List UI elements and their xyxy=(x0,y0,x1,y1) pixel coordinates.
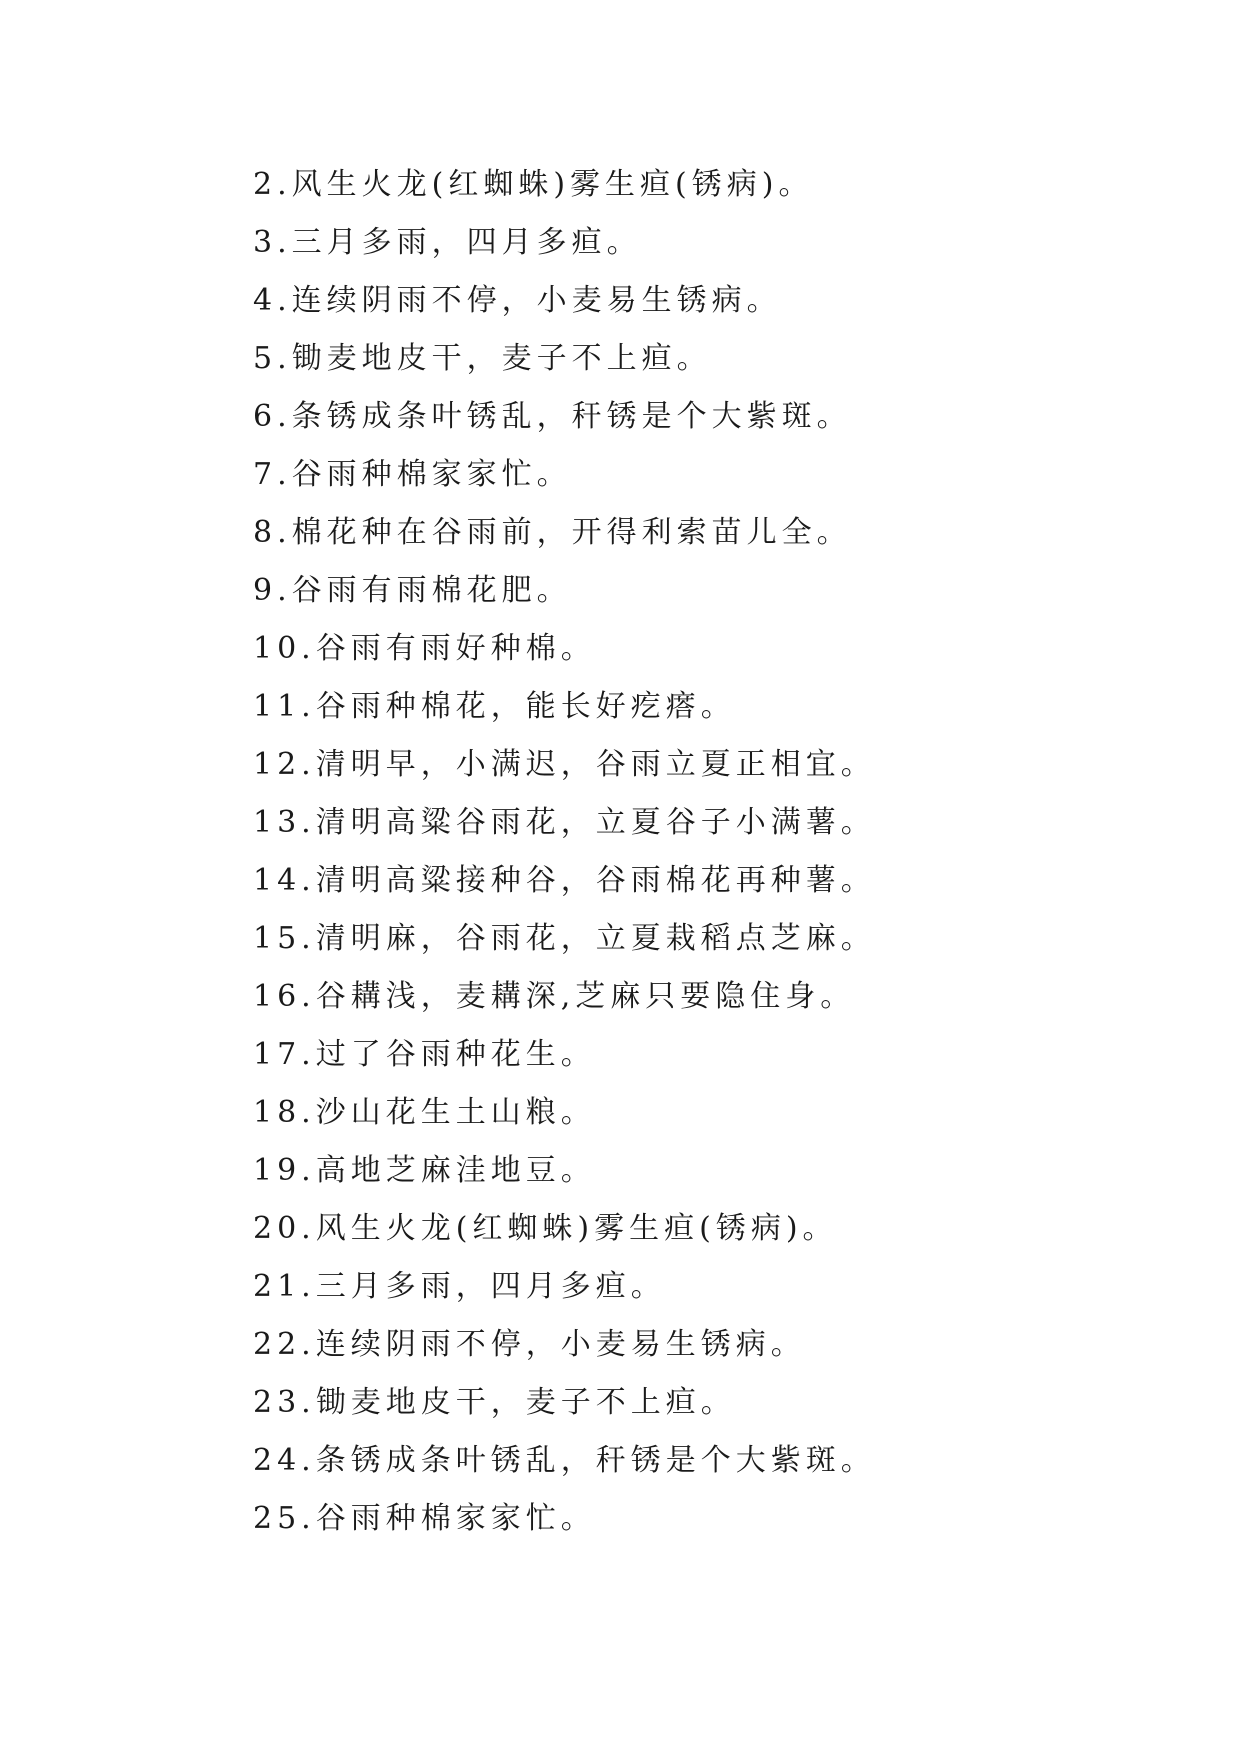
list-item: 5.锄麦地皮干，麦子不上疸。 xyxy=(253,341,712,376)
list-item: 18.沙山花生土山粮。 xyxy=(253,1095,596,1130)
list-item: 20.风生火龙(红蜘蛛)雾生疸(锈病)。 xyxy=(253,1211,838,1246)
list-item: 17.过了谷雨种花生。 xyxy=(253,1037,596,1072)
list-item: 2.风生火龙(红蜘蛛)雾生疸(锈病)。 xyxy=(253,167,814,202)
list-item: 11.谷雨种棉花，能长好疙瘩。 xyxy=(253,689,736,724)
list-item: 21.三月多雨，四月多疸。 xyxy=(253,1269,666,1304)
list-item: 19.高地芝麻洼地豆。 xyxy=(253,1153,596,1188)
list-item: 10.谷雨有雨好种棉。 xyxy=(253,631,596,666)
list-item: 12.清明早，小满迟，谷雨立夏正相宜。 xyxy=(253,747,876,782)
list-item: 7.谷雨种棉家家忙。 xyxy=(253,457,572,492)
list-item: 24.条锈成条叶锈乱，秆锈是个大紫斑。 xyxy=(253,1443,876,1478)
list-item: 25.谷雨种棉家家忙。 xyxy=(253,1501,596,1536)
list-item: 4.连续阴雨不停，小麦易生锈病。 xyxy=(253,283,782,318)
list-item: 6.条锈成条叶锈乱，秆锈是个大紫斑。 xyxy=(253,399,852,434)
list-item: 22.连续阴雨不停，小麦易生锈病。 xyxy=(253,1327,806,1362)
list-item: 15.清明麻，谷雨花，立夏栽稻点芝麻。 xyxy=(253,921,876,956)
proverb-list xyxy=(253,156,1153,1548)
list-item: 13.清明高粱谷雨花，立夏谷子小满薯。 xyxy=(253,805,876,840)
list-item: 23.锄麦地皮干，麦子不上疸。 xyxy=(253,1385,736,1420)
list-item: 3.三月多雨，四月多疸。 xyxy=(253,225,642,260)
list-item: 16.谷耩浅，麦耩深,芝麻只要隐住身。 xyxy=(253,979,856,1014)
list-item: 8.棉花种在谷雨前，开得利索苗儿全。 xyxy=(253,515,852,550)
list-item: 9.谷雨有雨棉花肥。 xyxy=(253,573,572,608)
list-item: 14.清明高粱接种谷，谷雨棉花再种薯。 xyxy=(253,863,876,898)
